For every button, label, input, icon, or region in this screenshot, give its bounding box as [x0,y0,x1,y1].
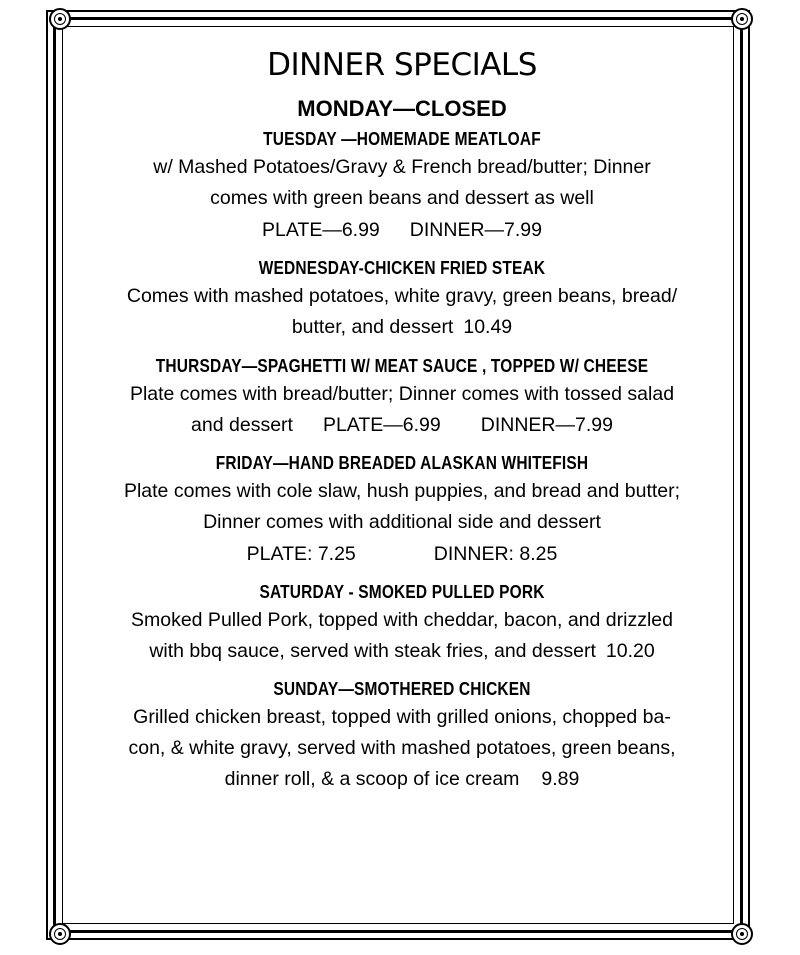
thursday-description [70,379,734,441]
description-line: con, & white gravy, served with mashed potatoes, green beans, [128,737,676,759]
dinner-price: DINNER—7.99 [480,414,613,436]
description-line: Dinner comes with additional side and dessert [203,511,601,533]
thursday-section [70,353,734,441]
description-line: Smoked Pulled Pork, topped with cheddar, bacon, and drizzled [130,609,673,631]
saturday-description [70,605,734,667]
dinner-price: DINNER: 8.25 [433,543,558,565]
saturday-section [70,579,734,667]
plate-price: PLATE—6.99 [322,414,441,436]
description-line: Plate comes with cole slaw, hush puppies, and bread and butter; [123,480,681,502]
price: 9.89 [541,768,580,790]
description-line: Grilled chicken breast, topped with grilled onions, chopped ba- [133,706,671,728]
thursday-heading: THURSDAY—SPAGHETTI W/ MEAT SAUCE , TOPPED W/ CHEESE [155,356,649,376]
saturday-heading: SATURDAY - SMOKED PULLED PORK [259,582,545,602]
tuesday-description [70,152,734,214]
tuesday-heading: TUESDAY —HOMEMADE MEATLOAF [263,129,541,149]
corner-ornament-icon [731,8,753,30]
wednesday-section [70,255,734,343]
friday-prices [70,538,734,571]
monday-closed: MONDAY—CLOSED [297,96,507,121]
description-text: and dessert [191,414,293,436]
dinner-price: DINNER—7.99 [409,219,542,241]
description-line [70,410,734,441]
menu-content [70,40,734,795]
description-text: dinner roll, & a scoop of ice cream [224,768,520,790]
corner-ornament-icon [731,923,753,945]
tuesday-prices [70,214,734,247]
sunday-description [70,702,734,795]
description-line [70,636,734,667]
friday-heading: FRIDAY—HAND BREADED ALASKAN WHITEFISH [215,453,589,473]
description-text: butter, and dessert [291,316,454,338]
description-line: w/ Mashed Potatoes/Gravy & French bread/butter; Dinner [153,156,651,178]
description-line: Plate comes with bread/butter; Dinner comes with tossed salad [129,383,675,405]
page-title: DINNER SPECIALS [267,47,537,83]
description-line [70,312,734,343]
sunday-heading: SUNDAY—SMOTHERED CHICKEN [273,679,531,699]
description-text: with bbq sauce, served with steak fries, and dessert [149,640,596,662]
friday-section [70,450,734,571]
price: 10.20 [605,640,655,662]
description-line: Comes with mashed potatoes, white gravy, green beans, bread/ [126,285,678,307]
tuesday-section [70,126,734,247]
wednesday-heading: WEDNESDAY-CHICKEN FRIED STEAK [258,258,546,278]
description-line: comes with green beans and dessert as well [210,187,594,209]
plate-price: PLATE: 7.25 [246,543,356,565]
corner-ornament-icon [49,923,71,945]
plate-price: PLATE—6.99 [262,219,380,241]
price: 10.49 [463,316,513,338]
wednesday-description [70,281,734,343]
friday-description [70,476,734,538]
description-line [70,764,734,795]
corner-ornament-icon [49,8,71,30]
sunday-section [70,676,734,795]
